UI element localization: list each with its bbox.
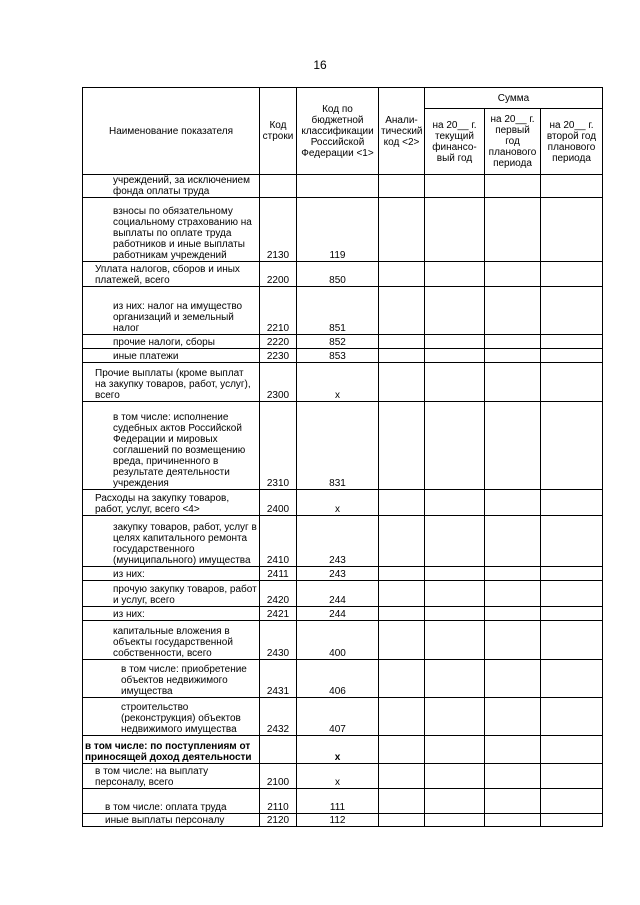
row-name: капитальные вложения в объекты государственной собственности, всего [83,621,260,660]
header-analytic-code: Анали-тический код <2> [379,88,425,175]
row-kbk: x [297,490,379,516]
row-kbk: 851 [297,287,379,335]
row-name: строительство (реконструкция) объектов недвижимого имущества [83,698,260,736]
table-row [83,363,603,402]
table-row [83,814,603,827]
header-code: Код строки [260,88,297,175]
row-code [260,175,297,198]
table-row [83,287,603,335]
row-name: из них: [83,567,260,581]
row-code: 2210 [260,287,297,335]
row-name: в том числе: исполнение судебных актов Российской Федерации и мировых соглашений по возмещению вреда, причиненного в результате деятельности учреждения [83,402,260,490]
row-code: 2110 [260,789,297,814]
header-name: Наименование показателя [83,88,260,175]
row-name: Прочие выплаты (кроме выплат на закупку товаров, работ, услуг), всего [83,363,260,402]
row-name: в том числе: по поступлениям от приносящей доход деятельности [83,736,260,764]
row-name: прочие налоги, сборы [83,335,260,349]
table-row [83,402,603,490]
row-name: Уплата налогов, сборов и иных платежей, всего [83,262,260,287]
row-name: иные выплаты персоналу [83,814,260,827]
table-row [83,621,603,660]
row-name: закупку товаров, работ, услуг в целях капитального ремонта государственного (муниципального) имущества [83,516,260,567]
row-name: в том числе: приобретение объектов недвижимого имущества [83,660,260,698]
row-code: 2400 [260,490,297,516]
row-code: 2410 [260,516,297,567]
row-kbk: x [297,736,379,764]
row-code: 2432 [260,698,297,736]
table-row [83,490,603,516]
row-kbk: 111 [297,789,379,814]
table-row [83,607,603,621]
row-kbk: 831 [297,402,379,490]
header-year-current: на 20__ г. текущий финансо-вый год [425,109,485,175]
table-row [83,198,603,262]
row-code: 2420 [260,581,297,607]
row-code: 2430 [260,621,297,660]
table-row [83,764,603,789]
page-number: 16 [313,58,327,72]
table-row [83,516,603,567]
row-code: 2130 [260,198,297,262]
row-code [260,736,297,764]
table-row [83,175,603,198]
row-kbk: x [297,764,379,789]
row-code: 2411 [260,567,297,581]
row-kbk: 243 [297,567,379,581]
header-year-second-plan: на 20__ г. второй год планового периода [541,109,603,175]
table-row [83,698,603,736]
table-row [83,660,603,698]
row-kbk: 400 [297,621,379,660]
row-kbk: 406 [297,660,379,698]
row-name: Расходы на закупку товаров, работ, услуг, всего <4> [83,490,260,516]
row-code: 2100 [260,764,297,789]
row-name: в том числе: на выплату персоналу, всего [83,764,260,789]
row-code: 2421 [260,607,297,621]
table-row [83,335,603,349]
table-row [83,736,603,764]
row-kbk: 112 [297,814,379,827]
table-row [83,567,603,581]
row-code: 2230 [260,349,297,363]
header-budget-code: Код по бюджетной классификации Российской Федерации <1> [297,88,379,175]
row-code: 2300 [260,363,297,402]
row-code: 2431 [260,660,297,698]
row-name: учреждений, за исключением фонда оплаты труда [83,175,260,198]
table-row [83,262,603,287]
row-kbk: 244 [297,581,379,607]
row-kbk: x [297,363,379,402]
header-year-first-plan: на 20__ г. первый год планового периода [485,109,541,175]
row-name: в том числе: оплата труда [83,789,260,814]
row-name: иные платежи [83,349,260,363]
table-row [83,581,603,607]
row-name: из них: налог на имущество организаций и земельный налог [83,287,260,335]
row-code: 2200 [260,262,297,287]
table-row [83,789,603,814]
row-code: 2220 [260,335,297,349]
row-code: 2310 [260,402,297,490]
row-name: из них: [83,607,260,621]
row-name: прочую закупку товаров, работ и услуг, всего [83,581,260,607]
row-kbk: 853 [297,349,379,363]
row-kbk: 407 [297,698,379,736]
row-kbk: 850 [297,262,379,287]
financial-plan-table [82,87,603,827]
row-kbk: 852 [297,335,379,349]
row-name: взносы по обязательному социальному страхованию на выплаты по оплате труда работников и иные выплаты работникам учреждений [83,198,260,262]
table-row [83,349,603,363]
row-kbk: 244 [297,607,379,621]
row-code: 2120 [260,814,297,827]
row-kbk [297,175,379,198]
header-sum: Сумма [425,88,603,109]
row-kbk: 243 [297,516,379,567]
row-kbk: 119 [297,198,379,262]
